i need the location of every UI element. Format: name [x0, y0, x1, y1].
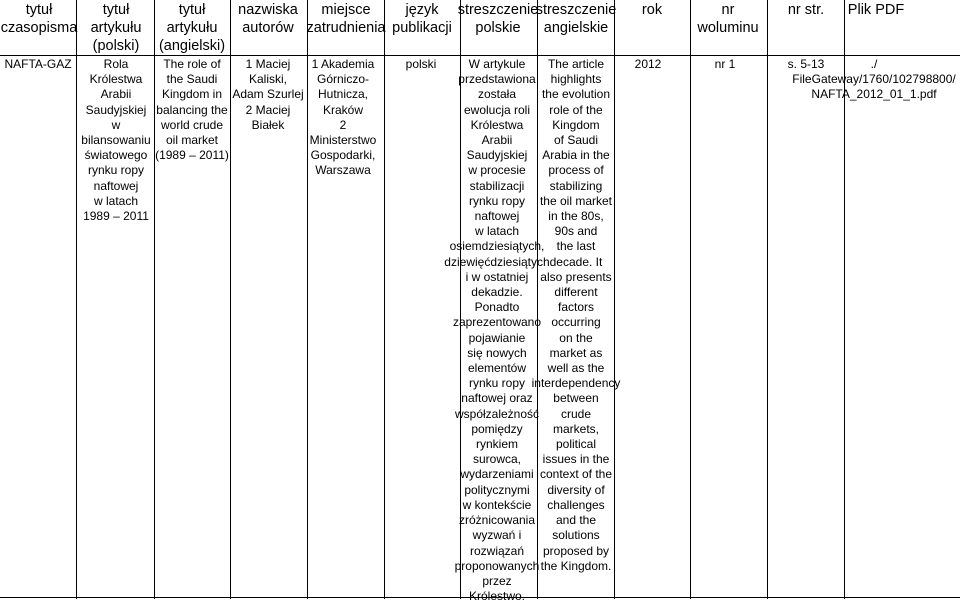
- cell-czasopismo: NAFTA-GAZ: [4, 57, 72, 71]
- header-tytul-czasopisma: tytuł czasopisma: [0, 2, 78, 36]
- header-autorzy: nazwiska autorów: [238, 2, 298, 36]
- cell-streszczenie-pl: W artykule przedstawiona została ewolucja roli Królestwa Arabii Saudyjskiej w procesie stabilizacji rynku ropy naftowej w latach osiemdziesiątych, dziewięćdziesiątych i w ostatniej dekadzie. Ponadto zaprezentowano pojawianie się nowych elementów rynku ropy naftowej oraz współzależność pomiędzy rynkiem surowca, wydarzeniami politycznymi w kontekście zróżnicowania wyzwań i rozwiązań proponowanych przez Królestwo.: [444, 57, 550, 604]
- column-divider: [384, 0, 385, 599]
- cell-tytul-en: The role of the Saudi Kingdom in balancing the world crude oil market (1989 – 2011): [155, 57, 229, 163]
- header-plik-pdf: Plik PDF: [847, 2, 905, 18]
- cell-plik-pdf[interactable]: ./ FileGateway/1760/102798800/ NAFTA_2012_01_1.pdf: [792, 57, 956, 102]
- column-divider: [230, 0, 231, 599]
- column-divider: [767, 0, 768, 599]
- header-jezyk: język publikacji: [392, 2, 452, 36]
- cell-streszczenie-en: The article highlights the evolution role of the Kingdom of Saudi Arabia in the process of stabilizing the oil market in the 80s, 90s and the last decade. It also presents different factors occurring on the market as well as the interdependency between crude markets, political issues in the context of the diversity of challenges and the solutions proposed by the Kingdom.: [531, 57, 621, 573]
- cell-autorzy: 1 Maciej Kaliski, Adam Szurlej 2 Maciej Białek: [232, 57, 304, 132]
- column-divider: [690, 0, 691, 599]
- cell-wolumin: nr 1: [714, 57, 736, 71]
- header-zatrudnienie: miejsce zatrudnienia: [306, 2, 386, 36]
- header-tytul-pl: tytuł artykułu (polski): [90, 2, 142, 54]
- header-streszczenie-pl: streszczenie polskie: [457, 2, 539, 36]
- header-streszczenie-en: streszczenie angielskie: [535, 2, 617, 36]
- cell-zatrudnienie: 1 Akademia Górniczo- Hutnicza, Kraków 2 Ministerstwo Gospodarki, Warszawa: [309, 57, 377, 178]
- cell-rok: 2012: [634, 57, 662, 71]
- cell-tytul-pl: Rola Królestwa Arabii Saudyjskiej w bilansowaniu światowego rynku ropy naftowej w latach 1989 – 2011: [81, 57, 151, 224]
- cell-jezyk: polski: [405, 57, 437, 71]
- column-divider: [76, 0, 77, 599]
- cell-strony: s. 5-13: [787, 57, 825, 71]
- header-row-divider: [0, 55, 960, 56]
- column-divider: [307, 0, 308, 599]
- header-rok: rok: [641, 2, 663, 18]
- header-tytul-en: tytuł artykułu (angielski): [158, 2, 226, 54]
- header-wolumin: nr woluminu: [697, 2, 759, 36]
- header-strony: nr str.: [787, 2, 825, 18]
